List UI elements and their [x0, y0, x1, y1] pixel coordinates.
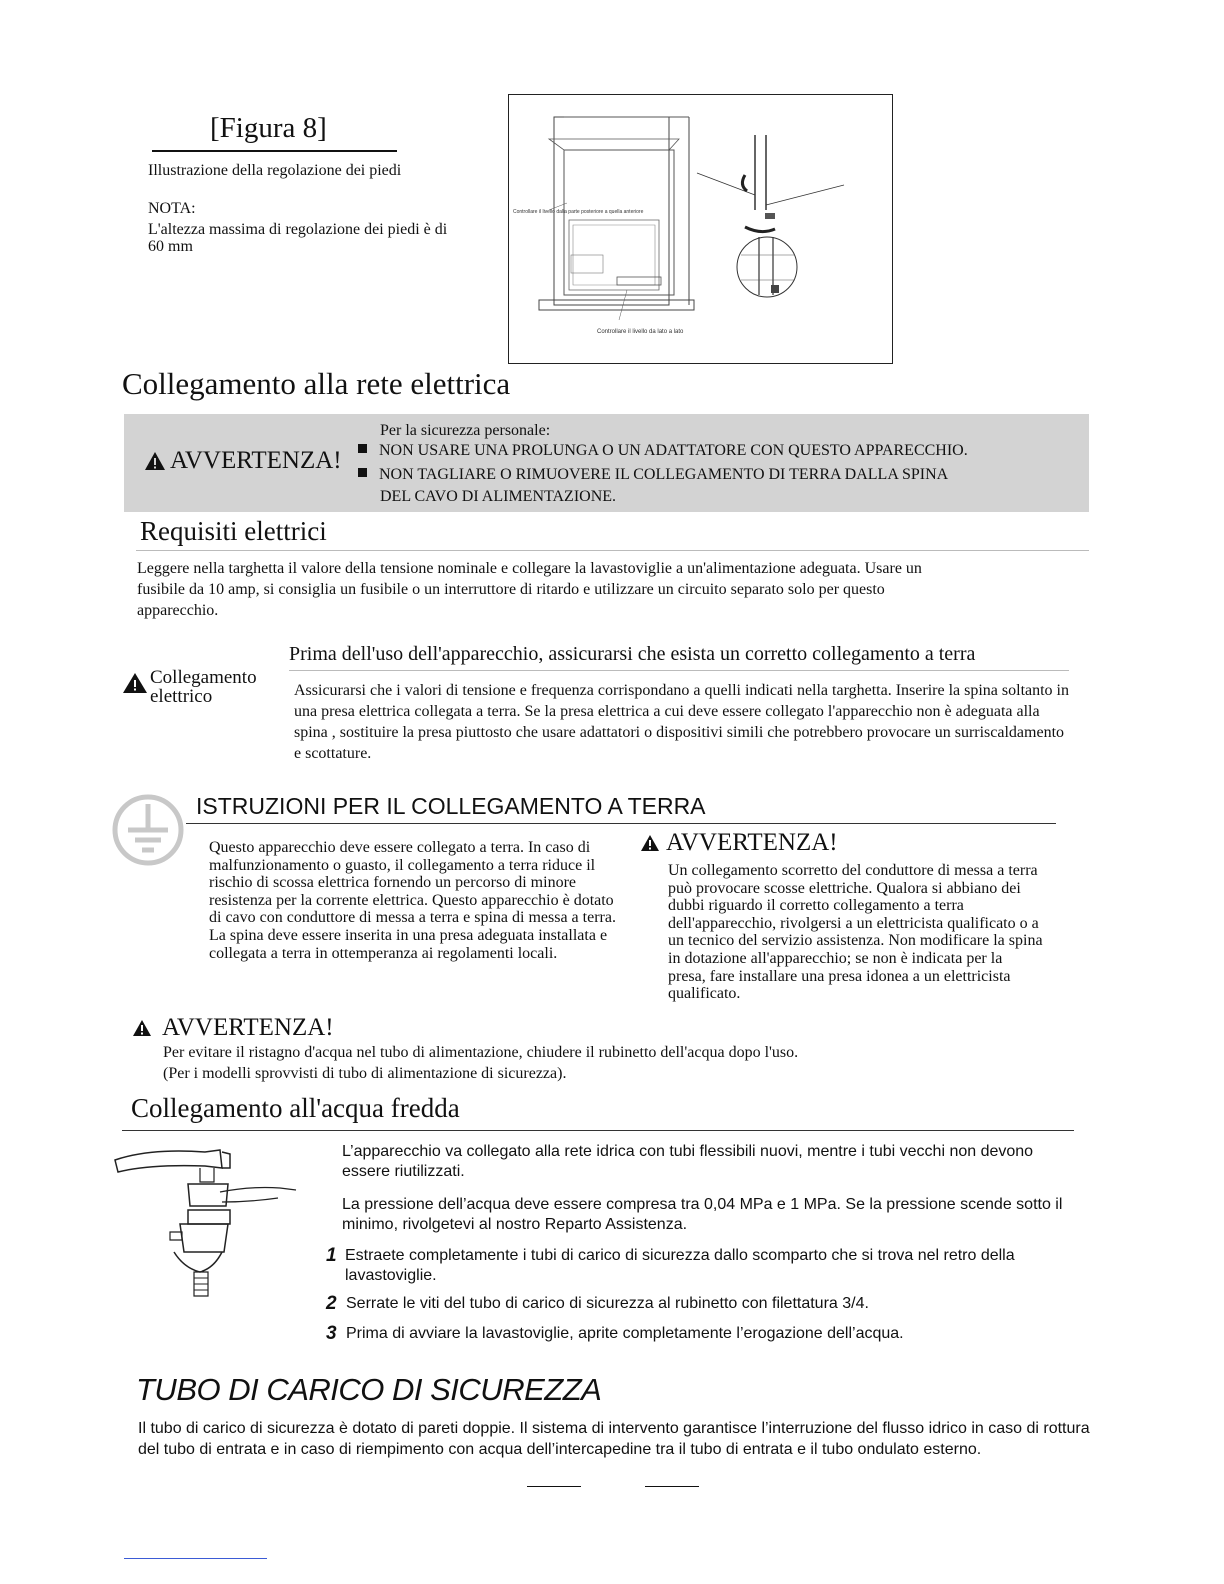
- bullet-square-icon: [358, 468, 367, 477]
- section-heading-cold-water: Collegamento all'acqua fredda: [131, 1093, 460, 1123]
- electrical-connection-label: [122, 668, 275, 706]
- divider: [136, 550, 1089, 551]
- note-text: L'altezza massima di regolazione dei piedi è di 60 mm: [148, 221, 448, 255]
- electrical-connection-label-text: Collegamento elettrico: [150, 667, 257, 707]
- step-item: [326, 1324, 1072, 1344]
- tap-connection-illustration: [110, 1140, 300, 1300]
- level-label-top: Controllare il livello dalla parte posteriore a quella anteriore: [513, 209, 644, 215]
- warning-item-text: NON USARE UNA PROLUNGA O UN ADATTATORE CON QUESTO APPARECCHIO.: [379, 442, 968, 459]
- step-text: Estraete completamente i tubi di carico di sicurezza dallo scomparto che si trova nel retro della lavastoviglie.: [344, 1247, 1015, 1284]
- level-label-bottom: Controllare il livello da lato a lato: [597, 329, 684, 335]
- bullet-square-icon: [358, 444, 367, 453]
- warning-triangle-icon: [144, 451, 166, 471]
- cold-water-paragraph: La pressione dell’acqua deve essere compresa tra 0,04 MPa e 1 MPa. Se la pressione scende sotto il minimo, rivolgetevi al nostro Reparto Assistenza.: [342, 1196, 1063, 1233]
- grounding-instructions-text: Questo apparecchio deve essere collegato a terra. In caso di malfunzionamento o guasto, il collegamento a terra riduce il rischio di scossa elettrica fornendo un percorso di minore resistenza per la corrente elettrica. Questo apparecchio è dotato di cavo con conduttore di messa a terra e spina di messa a terra. La spina deve essere inserita in una presa adeguata installata e collegata a terra in ottemperanza ai regolamenti locali.: [209, 839, 616, 962]
- figure-caption: Illustrazione della regolazione dei piedi: [148, 162, 402, 179]
- section-heading-safety-hose: TUBO DI CARICO DI SICUREZZA: [136, 1372, 602, 1407]
- warning-label: [640, 829, 838, 857]
- warning-label-text: AVVERTENZA!: [162, 1014, 334, 1041]
- divider: [122, 1130, 1074, 1131]
- safety-hose-text: Il tubo di carico di sicurezza è dotato di pareti doppie. Il sistema di intervento garantisce l’interruzione del flusso idrico in caso di rottura del tubo di entrata e in caso di riempimento con acqua dell’intercapedine tra il tubo di entrata e il tubo ondulato esterno.: [138, 1420, 1090, 1458]
- warning-label: [144, 447, 342, 475]
- figure-title-rule: [152, 150, 397, 152]
- step-number: 2: [326, 1293, 337, 1314]
- water-warning-text: [163, 1042, 798, 1084]
- water-warning-line: Per evitare il ristagno d'acqua nel tubo di alimentazione, chiudere il rubinetto dell'acqua dopo l'uso.: [163, 1044, 799, 1061]
- grounding-heading: Prima dell'uso dell'apparecchio, assicurarsi che esista un corretto collegamento a terra: [289, 643, 976, 665]
- footer-rule: [527, 1486, 581, 1487]
- warning-label: [132, 1014, 334, 1042]
- warning-item: [358, 442, 968, 460]
- grounding-instructions-heading: ISTRUZIONI PER IL COLLEGAMENTO A TERRA: [196, 793, 706, 819]
- step-number: 1: [326, 1245, 337, 1266]
- warning-label-text: AVVERTENZA!: [170, 447, 342, 474]
- warning-triangle-icon: [132, 1019, 152, 1037]
- warning-item: [358, 466, 948, 484]
- warning-triangle-icon: [640, 834, 660, 852]
- step-item: [326, 1294, 1072, 1314]
- step-text: Prima di avviare la lavastoviglie, aprite completamente l’erogazione dell’acqua.: [346, 1325, 904, 1342]
- warning-item-continuation: DEL CAVO DI ALIMENTAZIONE.: [380, 488, 617, 505]
- grounding-text: Assicurarsi che i valori di tensione e frequenza corrispondano a quelli indicati nella targhetta. Inserire la spina soltanto in una presa elettrica collegata a terra. Se la presa elettrica a cui deve essere collegato l'apparecchio non è adeguata alla spina , sostituire la presa piuttosto che usare adattatori o dispositivi simili che potrebbero provocare un surriscaldamento e scottature.: [294, 682, 1069, 762]
- footer-link-rule: [124, 1558, 267, 1559]
- note-label: NOTA:: [148, 200, 196, 217]
- dishwasher-feet-diagram: [509, 95, 892, 363]
- step-text: Serrate le viti del tubo di carico di sicurezza al rubinetto con filettatura 3/4.: [346, 1295, 869, 1312]
- warning-intro: Per la sicurezza personale:: [380, 422, 551, 439]
- step-number: 3: [326, 1323, 337, 1344]
- cold-water-paragraph: L’apparecchio va collegato alla rete idrica con tubi flessibili nuovi, mentre i tubi vecchi non devono essere riutilizzati.: [342, 1143, 1034, 1180]
- step-item: [326, 1246, 1072, 1286]
- section-heading-electrical: Collegamento alla rete elettrica: [122, 366, 511, 401]
- warning-text: Un collegamento scorretto del conduttore di messa a terra può provocare scosse elettriche. Qualora si abbiano dei dubbi riguardo il corretto collegamento a terra dell'apparecchio, rivolgersi a un elettricista qualificato o a un tecnico del servizio assistenza. Non modificare la spina in dotazione all'apparecchio; se non è indicata per la presa, fare installare una presa idonea a un elettricista qualificato.: [668, 862, 1043, 1003]
- section-heading-requirements: Requisiti elettrici: [140, 516, 327, 546]
- water-warning-line: (Per i modelli sprovvisti di tubo di alimentazione di sicurezza).: [163, 1065, 567, 1082]
- warning-item-text: NON TAGLIARE O RIMUOVERE IL COLLEGAMENTO DI TERRA DALLA SPINA: [379, 466, 949, 483]
- warning-triangle-icon: [122, 672, 148, 694]
- figure-illustration: [508, 94, 893, 364]
- footer-rule: [645, 1486, 699, 1487]
- divider: [186, 823, 1056, 824]
- requirements-text: Leggere nella targhetta il valore della tensione nominale e collegare la lavastoviglie a un'alimentazione adeguata. Usare un fusibile da 10 amp, si consiglia un fusibile o un interruttore di ritardo e utilizzare un circuito separato solo per questo apparecchio.: [137, 560, 922, 619]
- figure-title: [Figura 8]: [210, 112, 327, 144]
- warning-label-text: AVVERTENZA!: [666, 829, 838, 856]
- divider: [289, 670, 1069, 671]
- ground-symbol-icon: [110, 792, 186, 868]
